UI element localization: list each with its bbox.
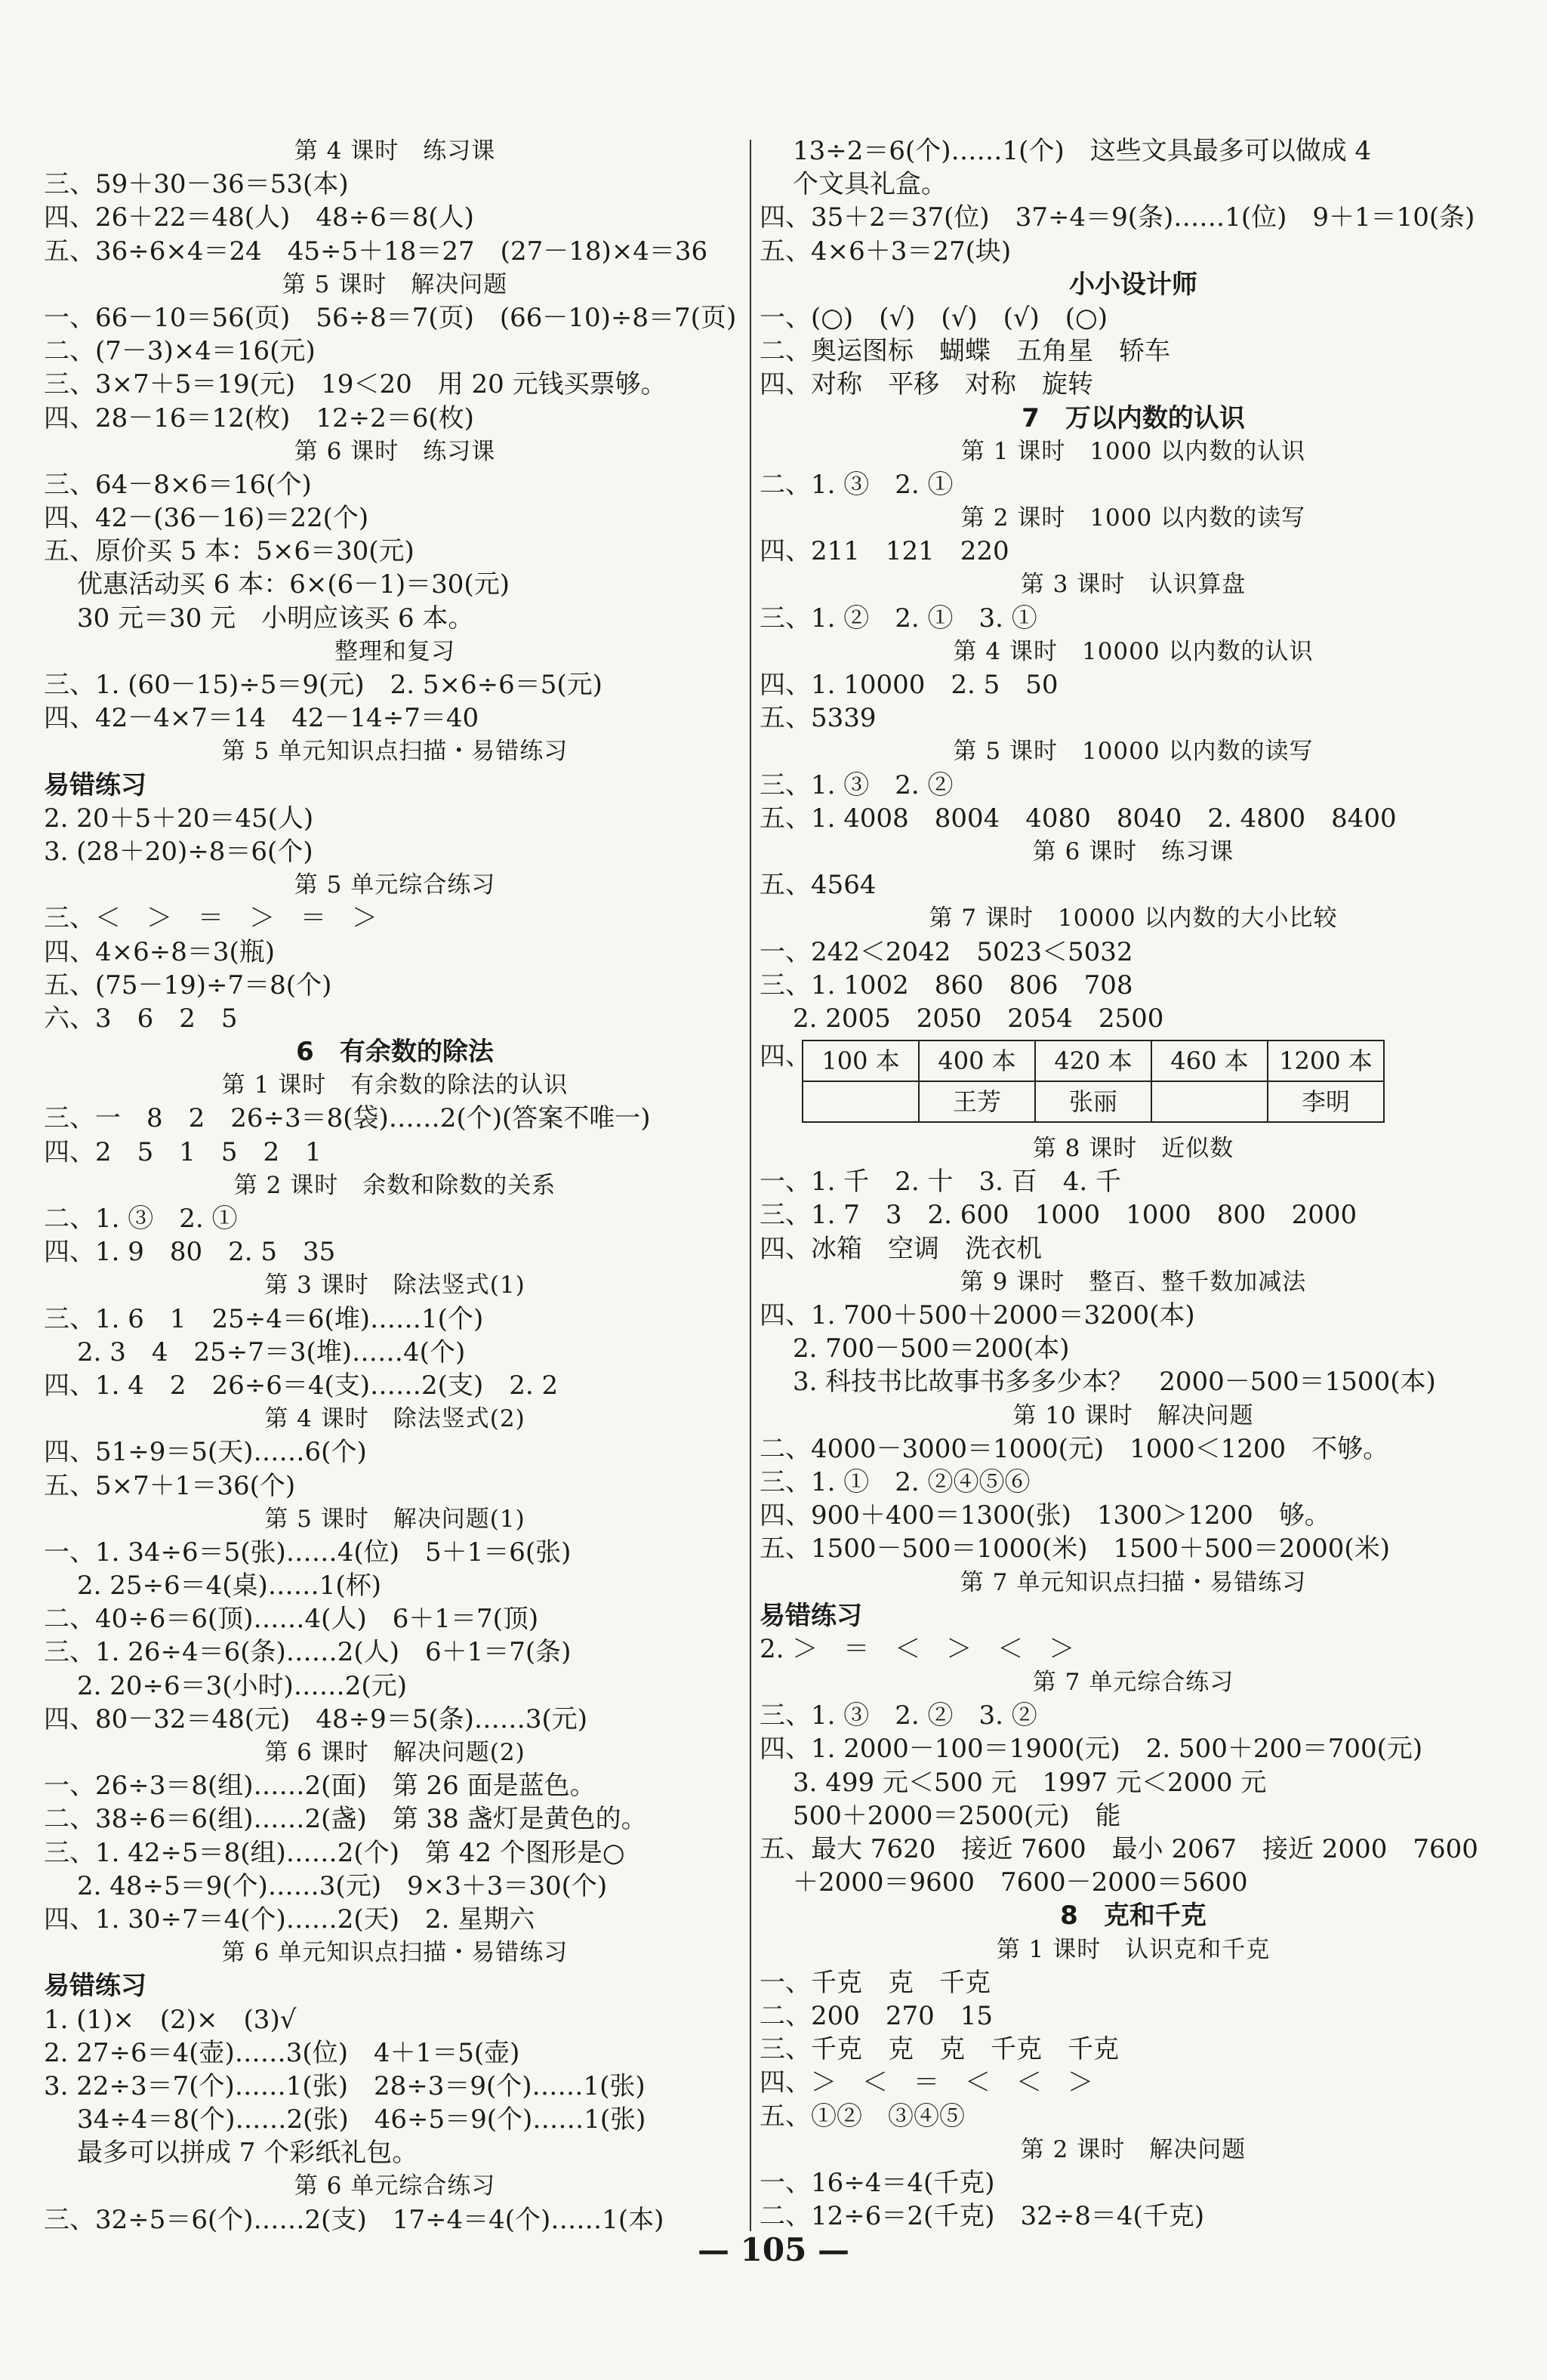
answer-line: 四、900＋400＝1300(张) 1300＞1200 够。 bbox=[760, 1500, 1330, 1531]
answer-line: 三、1. ③ 2. ② bbox=[760, 769, 954, 800]
table-cell: 王芳 bbox=[919, 1081, 1035, 1122]
page-number: — 105 — bbox=[698, 2231, 849, 2268]
table-cell: 1200 本 bbox=[1268, 1040, 1384, 1081]
answer-line: 四、冰箱 空调 洗衣机 bbox=[760, 1233, 1042, 1264]
section-heading: 第 1 课时 1000 以内数的认识 bbox=[960, 437, 1306, 465]
answer-line: 一、1. 千 2. 十 3. 百 4. 千 bbox=[760, 1167, 1121, 1198]
answer-line: 一、(○) (√) (√) (√) (○) bbox=[760, 302, 1108, 333]
section-heading: 小小设计师 bbox=[1069, 269, 1197, 300]
table-name-row bbox=[803, 1081, 1384, 1122]
answer-line: 34÷4＝8(个)……2(张) 46÷5＝9(个)……1(张) bbox=[77, 2104, 646, 2135]
section-heading: 第 7 单元综合练习 bbox=[1032, 1669, 1234, 1697]
answer-line: 一、242＜2042 5023＜5032 bbox=[760, 936, 1133, 967]
answer-line: 四、35＋2＝37(位) 37÷4＝9(条)……1(位) 9＋1＝10(条) bbox=[760, 202, 1475, 233]
table-cell: 460 本 bbox=[1151, 1040, 1268, 1081]
answer-line: 1. (1)× (2)× (3)√ bbox=[44, 2004, 297, 2035]
answer-line: 三、1. 1002 860 806 708 bbox=[760, 970, 1133, 1000]
column-divider bbox=[750, 140, 751, 2231]
answer-line: 五、(75－19)÷7＝8(个) bbox=[44, 970, 332, 1000]
answer-line: 二、12÷6＝2(千克) 32÷8＝4(千克) bbox=[760, 2201, 1205, 2232]
answer-line: 3. 22÷3＝7(个)……1(张) 28÷3＝9(个)……1(张) bbox=[44, 2070, 646, 2101]
answer-line: 二、40÷6＝6(顶)……4(人) 6＋1＝7(顶) bbox=[44, 1604, 539, 1635]
subsection-title: 易错练习 bbox=[44, 1971, 146, 2002]
section-heading: 第 3 课时 认识算盘 bbox=[1020, 571, 1247, 599]
answer-line: 三、千克 克 克 千克 千克 bbox=[760, 2034, 1119, 2065]
answer-line: 500＋2000＝2500(元) 能 bbox=[793, 1800, 1121, 1831]
answer-line: 五、1500－500＝1000(米) 1500＋500＝2000(米) bbox=[760, 1534, 1390, 1565]
subsection-title: 易错练习 bbox=[760, 1600, 862, 1631]
answer-line: 二、4000－3000＝1000(元) 1000＜1200 不够。 bbox=[760, 1433, 1389, 1464]
section-heading: 第 6 课时 练习课 bbox=[294, 437, 496, 465]
answer-line: 二、1. ③ 2. ① bbox=[44, 1204, 238, 1234]
table-cell: 400 本 bbox=[919, 1040, 1035, 1081]
answer-line: 一、26÷3＝8(组)……2(面) 第 26 面是蓝色。 bbox=[44, 1771, 596, 1802]
table-cell: 100 本 bbox=[803, 1040, 919, 1081]
right-top-section bbox=[760, 134, 1507, 1035]
answer-line: 五、最大 7620 接近 7600 最小 2067 接近 2000 7600 bbox=[760, 1834, 1478, 1864]
right-bottom-section bbox=[760, 1132, 1507, 2233]
answer-line: 最多可以拼成 7 个彩纸礼包。 bbox=[77, 2138, 418, 2169]
answer-line: 2. ＞ ＝ ＜ ＞ ＜ ＞ bbox=[760, 1633, 1075, 1664]
section-heading: 第 5 单元综合练习 bbox=[294, 871, 496, 899]
answer-line: 2. 2005 2050 2054 2500 bbox=[793, 1003, 1164, 1034]
answer-line: 三、1. 42÷5＝8(组)……2(个) 第 42 个图形是○ bbox=[44, 1837, 625, 1868]
subsection-title: 易错练习 bbox=[44, 769, 146, 800]
answer-line: 二、(7－3)×4＝16(元) bbox=[44, 336, 316, 367]
answer-line: 五、5339 bbox=[760, 703, 877, 734]
answer-line: 三、1. (60－15)÷5＝9(元) 2. 5×6÷6＝5(元) bbox=[44, 670, 602, 700]
answer-line: 一、16÷4＝4(千克) bbox=[760, 2167, 995, 2198]
section-heading: 第 1 课时 有余数的除法的认识 bbox=[221, 1071, 569, 1099]
section-heading: 第 7 课时 10000 以内数的大小比较 bbox=[929, 905, 1338, 933]
answer-line: 二、奥运图标 蝴蝶 五角星 轿车 bbox=[760, 336, 1170, 367]
answer-line: ＋2000＝9600 7600－2000＝5600 bbox=[793, 1867, 1248, 1898]
table-cell: 张丽 bbox=[1035, 1081, 1151, 1122]
answer-line: 四、1. 10000 2. 5 50 bbox=[760, 670, 1059, 700]
answer-line: 四、4×6÷8＝3(瓶) bbox=[44, 936, 276, 967]
count-table-block bbox=[760, 1040, 1507, 1130]
answer-line: 五、5×7＋1＝36(个) bbox=[44, 1470, 296, 1501]
section-heading: 第 4 课时 练习课 bbox=[294, 137, 496, 165]
section-heading: 第 5 课时 解决问题 bbox=[282, 270, 508, 298]
section-heading: 第 3 课时 除法竖式(1) bbox=[264, 1272, 525, 1299]
answer-line: 五、①② ③④⑤ bbox=[760, 2101, 965, 2132]
section-heading: 第 9 课时 整百、整千数加减法 bbox=[960, 1268, 1307, 1296]
answer-line: 四、42－(36－16)＝22(个) bbox=[44, 503, 369, 534]
section-heading: 6 有余数的除法 bbox=[296, 1037, 494, 1068]
answer-line: 四、26＋22＝48(人) 48÷6＝8(人) bbox=[44, 202, 474, 233]
section-heading: 第 5 单元知识点扫描・易错练习 bbox=[221, 738, 569, 766]
answer-line: 个文具礼盒。 bbox=[793, 169, 947, 200]
answer-line: 六、3 6 2 5 bbox=[44, 1003, 238, 1034]
answer-line: 四、1. 4 2 26÷6＝4(支)……2(支) 2. 2 bbox=[44, 1370, 559, 1401]
section-heading: 第 6 单元知识点扫描・易错练习 bbox=[221, 1939, 569, 1967]
section-heading: 第 6 课时 练习课 bbox=[1032, 837, 1234, 865]
answer-line: 2. 3 4 25÷7＝3(堆)……4(个) bbox=[77, 1336, 466, 1367]
answer-line: 一、1. 34÷6＝5(张)……4(位) 5＋1＝6(张) bbox=[44, 1537, 572, 1568]
table-label: 四、 bbox=[760, 1041, 811, 1072]
section-heading: 整理和复习 bbox=[334, 637, 455, 665]
answer-line: 三、1. ③ 2. ② 3. ② bbox=[760, 1700, 1037, 1731]
table-header-row bbox=[803, 1040, 1384, 1081]
section-heading: 7 万以内数的认识 bbox=[1022, 402, 1245, 433]
answer-line: 3. 科技书比故事书多多少本？ 2000－500＝1500(本) bbox=[793, 1367, 1436, 1398]
left-column bbox=[44, 134, 746, 2237]
answer-line: 五、1. 4008 8004 4080 8040 2. 4800 8400 bbox=[760, 803, 1397, 834]
answer-line: 四、1. 2000－100＝1900(元) 2. 500＋200＝700(元) bbox=[760, 1734, 1423, 1765]
section-heading: 第 10 课时 解决问题 bbox=[1012, 1401, 1254, 1429]
answer-line: 2. 25÷6＝4(桌)……1(杯) bbox=[77, 1571, 381, 1602]
answer-line: 二、1. ③ 2. ① bbox=[760, 469, 954, 500]
answer-line: 2. 20÷6＝3(小时)……2(元) bbox=[77, 1670, 407, 1701]
section-heading: 第 2 课时 1000 以内数的读写 bbox=[960, 504, 1306, 532]
answer-line: 三、59＋30－36＝53(本) bbox=[44, 169, 349, 200]
answer-line: 二、38÷6＝6(组)……2(盏) 第 38 盏灯是黄色的。 bbox=[44, 1804, 647, 1835]
answer-line: 四、211 121 220 bbox=[760, 536, 1009, 567]
answer-line: 一、千克 克 千克 bbox=[760, 1967, 991, 1998]
answer-line: 一、66－10＝56(页) 56÷8＝7(页) (66－10)÷8＝7(页) bbox=[44, 302, 737, 333]
section-heading: 第 2 课时 余数和除数的关系 bbox=[233, 1171, 556, 1199]
answer-line: 三、1. 6 1 25÷4＝6(堆)……1(个) bbox=[44, 1303, 484, 1334]
answer-line: 四、＞ ＜ ＝ ＜ ＜ ＞ bbox=[760, 2067, 1093, 2098]
section-heading: 第 6 单元综合练习 bbox=[294, 2172, 496, 2200]
section-heading: 第 6 课时 解决问题(2) bbox=[264, 1739, 525, 1766]
table-cell: 420 本 bbox=[1035, 1040, 1151, 1081]
answer-line: 优惠活动买 6 本：6×(6－1)＝30(元) bbox=[77, 569, 510, 600]
table-cell: 李明 bbox=[1268, 1081, 1384, 1122]
answer-line: 四、42－4×7＝14 42－14÷7＝40 bbox=[44, 703, 479, 734]
answer-line: 三、3×7＋5＝19(元) 19＜20 用 20 元钱买票够。 bbox=[44, 369, 667, 400]
answer-line: 四、2 5 1 5 2 1 bbox=[44, 1136, 322, 1167]
answer-line: 五、4×6＋3＝27(块) bbox=[760, 236, 1012, 267]
table-cell bbox=[1151, 1081, 1268, 1122]
answer-line: 13÷2＝6(个)……1(个) 这些文具最多可以做成 4 bbox=[793, 136, 1372, 166]
answer-line: 3. 499 元＜500 元 1997 元＜2000 元 bbox=[793, 1767, 1267, 1798]
answer-line: 2. 48÷5＝9(个)……3(元) 9×3＋3＝30(个) bbox=[77, 1870, 608, 1901]
table-cell bbox=[803, 1081, 919, 1122]
section-heading: 第 8 课时 近似数 bbox=[1032, 1135, 1234, 1163]
answer-line: 三、1. ② 2. ① 3. ① bbox=[760, 603, 1037, 634]
answer-line: 2. 27÷6＝4(壶)……3(位) 4＋1＝5(壶) bbox=[44, 2037, 520, 2068]
answer-line: 四、80－32＝48(元) 48÷9＝5(条)……3(元) bbox=[44, 1703, 588, 1734]
section-heading: 第 4 课时 10000 以内数的认识 bbox=[953, 637, 1314, 665]
answer-line: 四、1. 700＋500＋2000＝3200(本) bbox=[760, 1300, 1195, 1330]
answer-line: 四、对称 平移 对称 旋转 bbox=[760, 369, 1093, 400]
section-heading: 第 2 课时 解决问题 bbox=[1020, 2135, 1247, 2163]
answer-line: 2. 700－500＝200(本) bbox=[793, 1333, 1070, 1364]
answer-line: 三、32÷5＝6(个)……2(支) 17÷4＝4(个)……1(本) bbox=[44, 2204, 664, 2235]
answer-line: 三、1. 7 3 2. 600 1000 1000 800 2000 bbox=[760, 1200, 1357, 1231]
section-heading: 8 克和千克 bbox=[1060, 1901, 1206, 1931]
answer-line: 四、1. 30÷7＝4(个)……2(天) 2. 星期六 bbox=[44, 1904, 535, 1935]
answer-line: 三、一 8 2 26÷3＝8(袋)……2(个)(答案不唯一) bbox=[44, 1103, 651, 1134]
answer-line: 四、1. 9 80 2. 5 35 bbox=[44, 1237, 336, 1268]
answer-line: 30 元＝30 元 小明应该买 6 本。 bbox=[77, 603, 474, 634]
answer-line: 五、4564 bbox=[760, 870, 877, 901]
answer-line: 二、200 270 15 bbox=[760, 2000, 994, 2031]
answer-line: 五、原价买 5 本：5×6＝30(元) bbox=[44, 536, 414, 567]
section-heading: 第 1 课时 认识克和千克 bbox=[996, 1935, 1271, 1963]
answer-line: 三、1. ① 2. ②④⑤⑥ bbox=[760, 1466, 1031, 1497]
answer-line: 三、1. 26÷4＝6(条)……2(人) 6＋1＝7(条) bbox=[44, 1637, 572, 1668]
answer-table bbox=[802, 1040, 1385, 1123]
section-heading: 第 4 课时 除法竖式(2) bbox=[264, 1405, 525, 1433]
answer-line: 2. 20＋5＋20＝45(人) bbox=[44, 803, 314, 834]
answer-line: 四、28－16＝12(枚) 12÷2＝6(枚) bbox=[44, 402, 474, 433]
answer-line: 四、51÷9＝5(天)……6(个) bbox=[44, 1437, 367, 1468]
section-heading: 第 7 单元知识点扫描・易错练习 bbox=[960, 1568, 1307, 1596]
answer-line: 三、64－8×6＝16(个) bbox=[44, 469, 312, 500]
answer-line: 五、36÷6×4＝24 45÷5＋18＝27 (27－18)×4＝36 bbox=[44, 236, 708, 267]
answer-line: 三、＜ ＞ ＝ ＞ ＝ ＞ bbox=[44, 903, 378, 934]
section-heading: 第 5 课时 10000 以内数的读写 bbox=[953, 738, 1314, 766]
section-heading: 第 5 课时 解决问题(1) bbox=[264, 1505, 525, 1533]
answer-line: 3. (28＋20)÷8＝6(个) bbox=[44, 836, 313, 867]
right-column bbox=[760, 134, 1507, 2233]
